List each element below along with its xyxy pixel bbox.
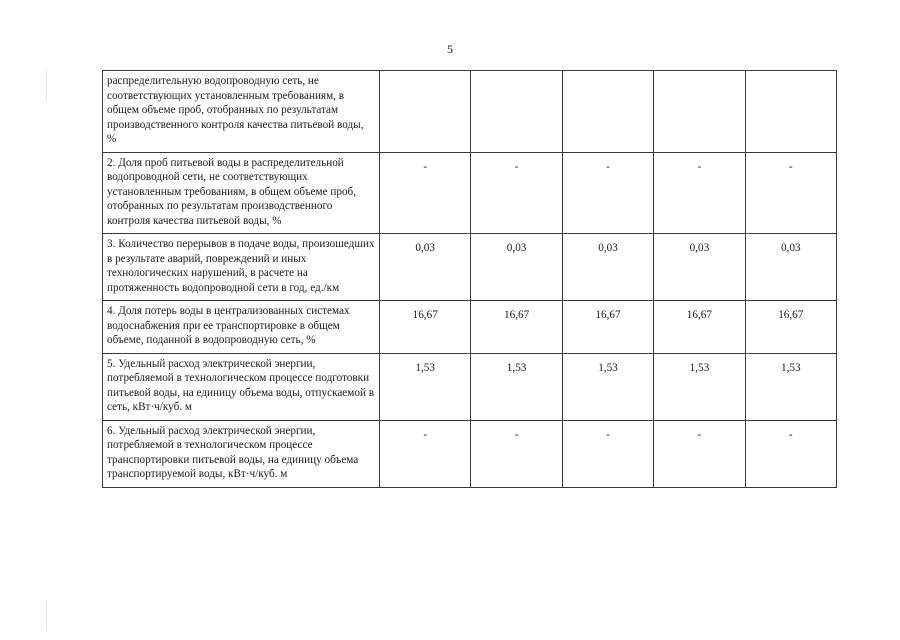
table-row (103, 353, 837, 420)
indicator-value (654, 71, 745, 153)
indicator-value: - (471, 420, 562, 487)
indicator-value: 1,53 (745, 353, 836, 420)
indicator-value: 1,53 (654, 353, 745, 420)
indicator-value: 16,67 (562, 301, 653, 354)
indicator-value: - (654, 152, 745, 234)
table-row (103, 420, 837, 487)
indicator-value: 0,03 (745, 234, 836, 301)
indicator-value: 0,03 (380, 234, 471, 301)
indicator-value: 16,67 (745, 301, 836, 354)
page-number: 5 (447, 42, 453, 56)
indicator-value: - (745, 420, 836, 487)
indicator-value: 16,67 (380, 301, 471, 354)
indicator-value (471, 71, 562, 153)
indicator-value: 1,53 (380, 353, 471, 420)
table-row (103, 71, 837, 153)
indicator-value: - (380, 420, 471, 487)
indicator-label: 3. Количество перерывов в подаче воды, произошедших в результате аварий, повреждений и иных технологических нарушений, в расчете на протяженность водопроводной сети в год, ед./км (103, 234, 380, 301)
indicator-value: - (745, 152, 836, 234)
indicator-value: 16,67 (654, 301, 745, 354)
indicator-value: 16,67 (471, 301, 562, 354)
indicator-value (562, 71, 653, 153)
indicator-value: 0,03 (654, 234, 745, 301)
indicator-value: 1,53 (471, 353, 562, 420)
indicator-label: 4. Доля потерь воды в централизованных системах водоснабжения при ее транспортировке в общем объеме, поданной в водопроводную сеть, % (103, 301, 380, 354)
indicator-value (745, 71, 836, 153)
indicators-table (102, 70, 837, 488)
indicator-value: 0,03 (471, 234, 562, 301)
indicator-value (380, 71, 471, 153)
indicator-value: 1,53 (562, 353, 653, 420)
scan-margin-line (46, 70, 47, 100)
indicator-label: 5. Удельный расход электрической энергии, потребляемой в технологическом процессе подготовки питьевой воды, на единицу объема воды, отпускаемой в сеть, кВт·ч/куб. м (103, 353, 380, 420)
scan-margin-line (46, 600, 47, 630)
table-row (103, 234, 837, 301)
indicator-value: - (380, 152, 471, 234)
indicator-label: 2. Доля проб питьевой воды в распределительной водопроводной сети, не соответствующих установленным требованиям, в общем объеме проб, отобранных по результатам производственного контроля качества питьевой воды, % (103, 152, 380, 234)
indicator-value: - (471, 152, 562, 234)
indicator-label: 6. Удельный расход электрической энергии, потребляемой в технологическом процессе транспортировки питьевой воды, на единицу объема транспортируемой воды, кВт·ч/куб. м (103, 420, 380, 487)
indicator-value: - (562, 152, 653, 234)
indicator-value: 0,03 (562, 234, 653, 301)
table-row (103, 152, 837, 234)
indicator-value: - (654, 420, 745, 487)
indicator-value: - (562, 420, 653, 487)
table-row (103, 301, 837, 354)
indicator-label: распределительную водопроводную сеть, не соответствующих установленным требованиям, в общем объеме проб, отобранных по результатам производственного контроля качества питьевой воды, % (103, 71, 380, 153)
